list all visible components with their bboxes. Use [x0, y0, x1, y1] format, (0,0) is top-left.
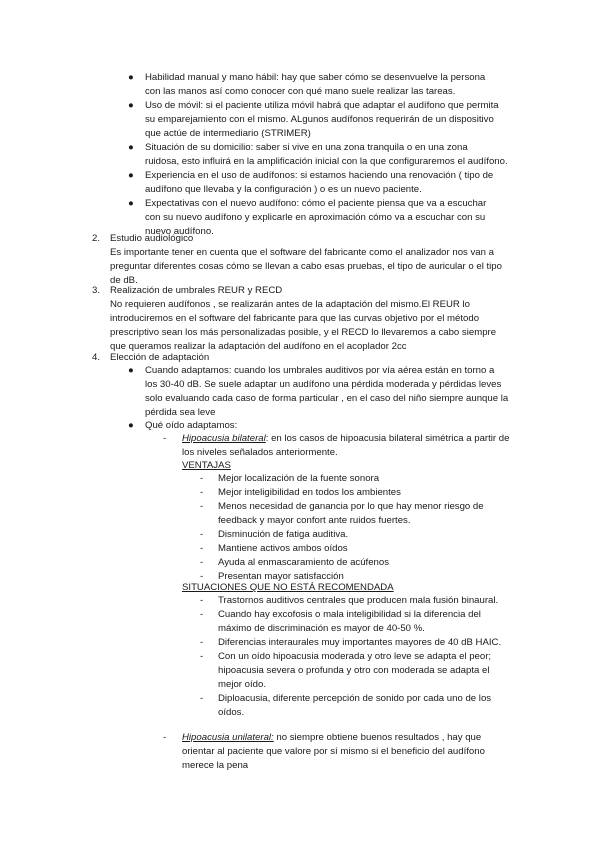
text-line: su emparejamiento con el mismo. ALgunos audífonos requerirán de un dispositivo	[145, 114, 494, 125]
dash-marker: -	[200, 595, 204, 606]
list-item: Mejor localización de la fuente sonora	[218, 473, 380, 484]
dash-marker: -	[200, 609, 204, 620]
text-line	[182, 731, 481, 745]
text-line: de dB.	[110, 275, 138, 286]
list-item: Ayuda al enmascaramiento de acúfenos	[218, 557, 390, 568]
text-line: Es importante tener en cuenta que el software del fabricante como el analizador nos van a	[110, 247, 494, 258]
bullet-marker: ●	[128, 100, 134, 111]
list-number: 4.	[92, 352, 101, 363]
text-line: Expectativas con el nuevo audífono: cómo el paciente piensa que va a escuchar	[145, 198, 487, 209]
text-line: Cuando adaptamos: cuando los umbrales auditivos por vía aérea están en torno a	[145, 365, 495, 376]
text-line: audífono que llevaba y la configuración ) o es un nuevo paciente.	[145, 184, 422, 195]
text-fragment: : en los casos de hipoacusia bilateral simétrica a partir de	[265, 433, 510, 444]
text-line: Situación de su domicilio: saber si vive en una zona tranquila o en una zona	[145, 142, 468, 153]
list-number: 2.	[92, 233, 101, 244]
dash-marker: -	[200, 529, 204, 540]
list-item: Diploacusia, diferente percepción de sonido por cada uno de los	[218, 693, 492, 704]
dash-marker: -	[200, 501, 204, 512]
text-line: No requieren audífonos , se realizarán antes de la adaptación del mismo.El REUR lo	[110, 299, 470, 310]
text-line: prescriptivo sean los más personalizadas posible, y el RECD lo llevaremos a cabo siempre	[110, 327, 497, 338]
ventajas-heading: VENTAJAS	[182, 460, 231, 471]
list-item: Menos necesidad de ganancia por lo que hay menor riesgo de	[218, 501, 484, 512]
text-line: Experiencia en el uso de audífonos: si estamos haciendo una renovación ( tipo de	[145, 170, 494, 181]
text-line: los niveles señalados anteriormente.	[182, 447, 338, 458]
list-item: oídos.	[218, 707, 245, 718]
list-item: máximo de discriminación es mayor de 40-50 %.	[218, 623, 425, 634]
dash-marker: -	[200, 693, 204, 704]
list-item: Presentan mayor satisfacción	[218, 571, 344, 582]
term-hipoacusia-unilateral: Hipoacusia unilateral:	[182, 732, 274, 743]
text-line: con su nuevo audífono y explicarle en aproximación cómo va a escuchar con su	[145, 212, 486, 223]
bullet-marker: ●	[128, 198, 134, 209]
text-fragment: no siempre obtiene buenos resultados , hay que	[273, 732, 482, 743]
dash-marker: -	[163, 732, 167, 743]
list-item: mejor oído.	[218, 679, 266, 690]
dash-marker: -	[200, 487, 204, 498]
list-item: Diferencias interaurales muy importantes mayores de 40 dB HAIC.	[218, 637, 502, 648]
text-line: introduciremos en el software del fabricante para que las curvas objetivo por el método	[110, 313, 480, 324]
list-item: Cuando hay excofosis o mala inteligibilidad si la diferencia del	[218, 609, 481, 620]
text-line: que actúe de intermediario (STRIMER)	[145, 128, 311, 139]
bullet-marker: ●	[128, 365, 134, 376]
bullet-marker: ●	[128, 142, 134, 153]
text-line: Uso de móvil: si el paciente utiliza móvil habrá que adaptar el audífono que permita	[145, 100, 499, 111]
text-line: Qué oído adaptamos:	[145, 420, 238, 431]
text-line: orientar al paciente que valore por sí mismo si el beneficio del audífono	[182, 746, 485, 757]
text-line: preguntar diferentes cosas cómo se llevan a cabo esas pruebas, el tipo de auricular o el tipo	[110, 261, 502, 272]
section-title: Realización de umbrales REUR y RECD	[110, 285, 283, 296]
list-item: Mejor inteligibilidad en todos los ambientes	[218, 487, 401, 498]
dash-marker: -	[200, 651, 204, 662]
text-line: nuevo audífono.	[145, 226, 214, 237]
list-item: Disminución de fatiga auditiva.	[218, 529, 349, 540]
term-hipoacusia-bilateral: Hipoacusia bilateral	[182, 433, 266, 444]
list-item: Trastornos auditivos centrales que producen mala fusión binaural.	[218, 595, 499, 606]
text-line: los 30-40 dB. Se suele adaptar un audífono una pérdida moderada y pérdidas leves	[145, 379, 502, 390]
text-line: ruidosa, esto influirá en la amplificación inicial con la que configuraremos el audífono.	[145, 156, 508, 167]
list-number: 3.	[92, 285, 101, 296]
situaciones-heading: SITUACIONES QUE NO ESTÁ RECOMENDADA	[182, 582, 394, 593]
text-line	[182, 432, 509, 446]
list-item: feedback y mayor confort ante ruidos fuertes.	[218, 515, 411, 526]
dash-marker: -	[200, 557, 204, 568]
list-item: Con un oído hipoacusia moderada y otro leve se adapta el peor;	[218, 651, 492, 662]
list-item: Mantiene activos ambos oídos	[218, 543, 348, 554]
section-title: Estudio audiológico	[110, 233, 194, 244]
text-line: merece la pena	[182, 760, 249, 771]
dash-marker: -	[200, 637, 204, 648]
list-item: hipoacusia severa o profunda y otro con moderada se adapta el	[218, 665, 490, 676]
dash-marker: -	[163, 433, 167, 444]
bullet-marker: ●	[128, 170, 134, 181]
text-line: pérdida sea leve	[145, 407, 216, 418]
dash-marker: -	[200, 571, 204, 582]
bullet-marker: ●	[128, 420, 134, 431]
dash-marker: -	[200, 543, 204, 554]
dash-marker: -	[200, 473, 204, 484]
text-line: solo evaluando cada caso de forma particular , en el caso del niño siempre aunque la	[145, 393, 509, 404]
text-line: que queramos realizar la adaptación del audífono en el acoplador 2cc	[110, 341, 407, 352]
bullet-marker: ●	[128, 72, 134, 83]
text-line: con las manos así como conocer con qué mano suele realizar las tareas.	[145, 86, 456, 97]
section-title: Elección de adaptación	[110, 352, 210, 363]
text-line: Habilidad manual y mano hábil: hay que saber cómo se desenvuelve la persona	[145, 72, 486, 83]
